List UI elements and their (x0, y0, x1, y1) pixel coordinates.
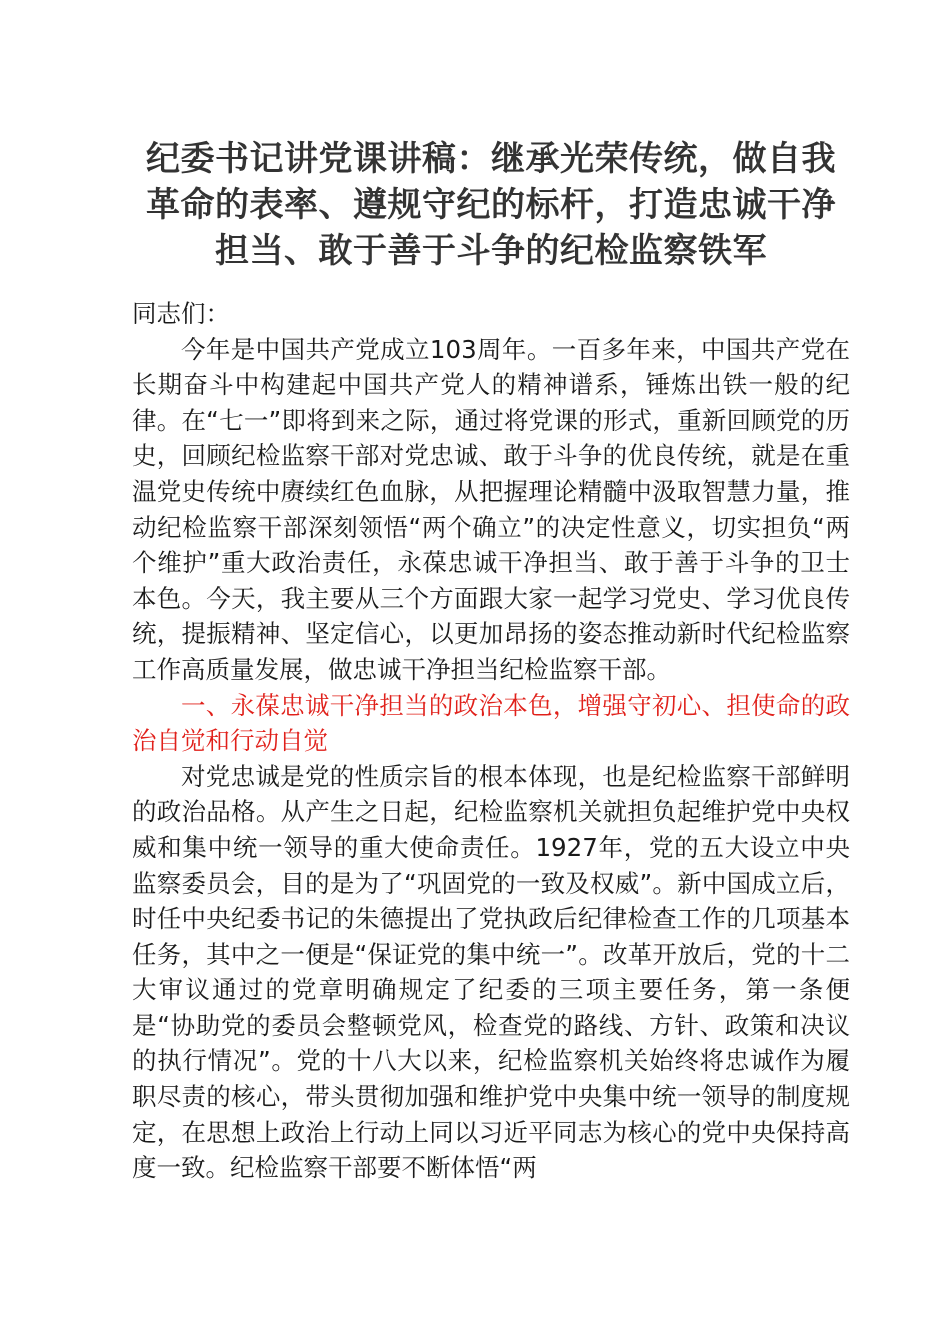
intro-paragraph: 今年是中国共产党成立103周年。一百多年来，中国共产党在长期奋斗中构建起中国共产党人的精神谱系，锤炼出铁一般的纪律。在“七一”即将到来之际，通过将党课的形式，重新回顾党的历史，回顾纪检监察干部对党忠诚、敢于斗争的优良传统，就是在重温党史传统中赓续红色血脉，从把握理论精髓中汲取智慧力量，推动纪检监察干部深刻领悟“两个确立”的决定性意义，切实担负“两个维护”重大政治责任，永葆忠诚干净担当、敢于善于斗争的卫士本色。今天，我主要从三个方面跟大家一起学习党史、学习优良传统，提振精神、坚定信心，以更加昂扬的姿态推动新时代纪检监察工作高质量发展，做忠诚干净担当纪检监察干部。 (132, 334, 850, 684)
section-paragraph: 对党忠诚是党的性质宗旨的根本体现，也是纪检监察干部鲜明的政治品格。从产生之日起，纪检监察机关就担负起维护党中央权威和集中统一领导的重大使命责任。1927年，党的五大设立中央监察委员会，目的是为了“巩固党的一致及权威”。新中国成立后，时任中央纪委书记的朱德提出了党执政后纪律检查工作的几项基本任务，其中之一便是“保证党的集中统一”。改革开放后，党的十二大审议通过的党章明确规定了纪委的三项主要任务，第一条便是“协助党的委员会整顿党风，检查党的路线、方针、政策和决议的执行情况”。党的十八大以来，纪检监察机关始终将忠诚作为履职尽责的核心，带头贯彻加强和维护党中央集中统一领导的制度规定，在思想上政治上行动上同以习近平同志为核心的党中央保持高度一致。纪检监察干部要不断体悟“两 (132, 761, 850, 1183)
document-body (132, 296, 850, 1186)
salutation: 同志们： (132, 299, 230, 328)
document-title: 纪委书记讲党课讲稿：继承光荣传统，做自我革命的表率、遵规守纪的标杆，打造忠诚干净担当、敢于善于斗争的纪检监察铁军 (146, 139, 836, 271)
section-heading: 一、永葆忠诚干净担当的政治本色，增强守初心、担使命的政治自觉和行动自觉 (132, 690, 850, 756)
